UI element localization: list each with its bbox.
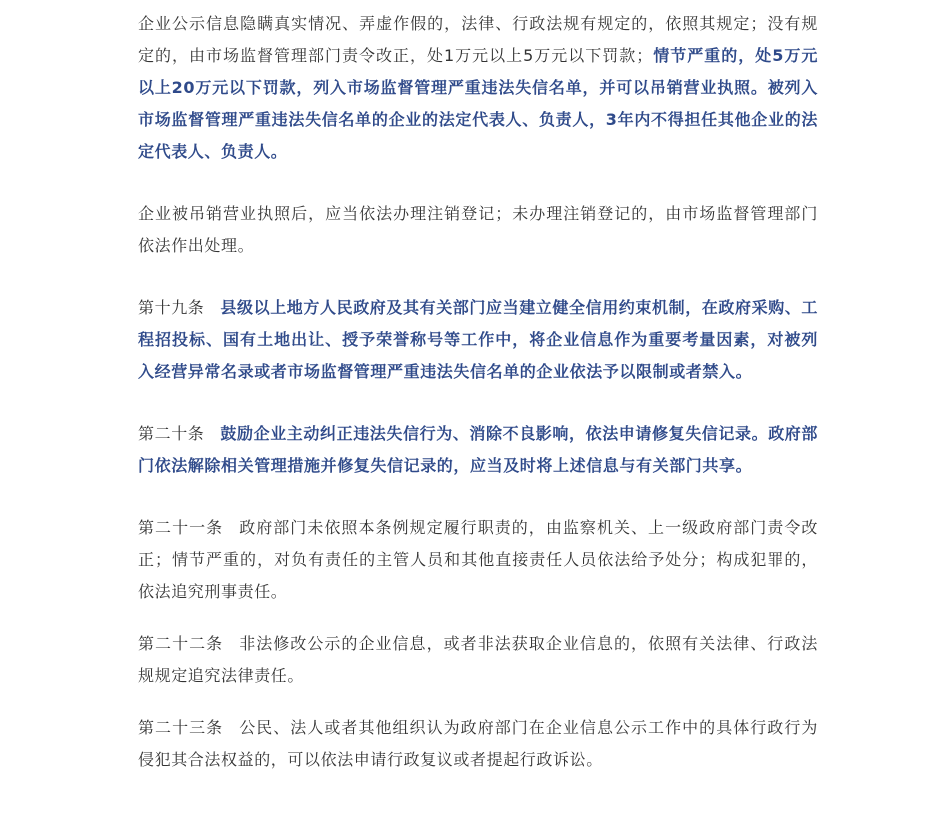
paragraph-emphasis: 情节严重的，处5万元以上20万元以下罚款，列入市场监督管理严重违法失信名单，并可以吊销营业执照。被列入市场监督管理严重违法失信名单的企业的法定代表人、负责人，3年内不得担任其他企业的法定代表人、负责人。 [138,46,818,161]
article-22 [138,628,818,692]
article-body [138,8,818,776]
article-21 [138,512,818,608]
paragraph-revocation [138,198,818,262]
paragraph-text: 公民、法人或者其他组织认为政府部门在企业信息公示工作中的具体行政行为侵犯其合法权益的，可以依法申请行政复议或者提起行政诉讼。 [138,718,818,769]
article-number: 第二十二条 [138,634,224,653]
paragraph-text: 企业被吊销营业执照后，应当依法办理注销登记；未办理注销登记的，由市场监督管理部门依法作出处理。 [138,204,818,255]
article-number: 第二十三条 [138,718,224,737]
paragraph-text: 非法修改公示的企业信息，或者非法获取企业信息的，依照有关法律、行政法规规定追究法律责任。 [138,634,818,685]
article-19 [138,292,818,388]
article-number: 第十九条 [138,298,205,317]
article-23 [138,712,818,776]
article-number: 第二十一条 [138,518,224,537]
paragraph-text: 政府部门未依照本条例规定履行职责的，由监察机关、上一级政府部门责令改正；情节严重的，对负有责任的主管人员和其他直接责任人员依法给予处分；构成犯罪的，依法追究刑事责任。 [138,518,818,601]
paragraph-text: 企业公示信息隐瞒真实情况、弄虚作假的，法律、行政法规有规定的，依照其规定；没有规定的，由市场监督管理部门责令改正，处1万元以上5万元以下罚款； [138,14,818,65]
paragraph-emphasis: 鼓励企业主动纠正违法失信行为、消除不良影响，依法申请修复失信记录。政府部门依法解除相关管理措施并修复失信记录的，应当及时将上述信息与有关部门共享。 [138,424,819,475]
article-number: 第二十条 [138,424,205,443]
paragraph-emphasis: 县级以上地方人民政府及其有关部门应当建立健全信用约束机制，在政府采购、工程招投标、国有土地出让、授予荣誉称号等工作中，将企业信息作为重要考量因素，对被列入经营异常名录或者市场监督管理严重违法失信名单的企业依法予以限制或者禁入。 [138,298,819,381]
paragraph-penalty-false-disclosure [138,8,818,168]
article-20 [138,418,818,482]
